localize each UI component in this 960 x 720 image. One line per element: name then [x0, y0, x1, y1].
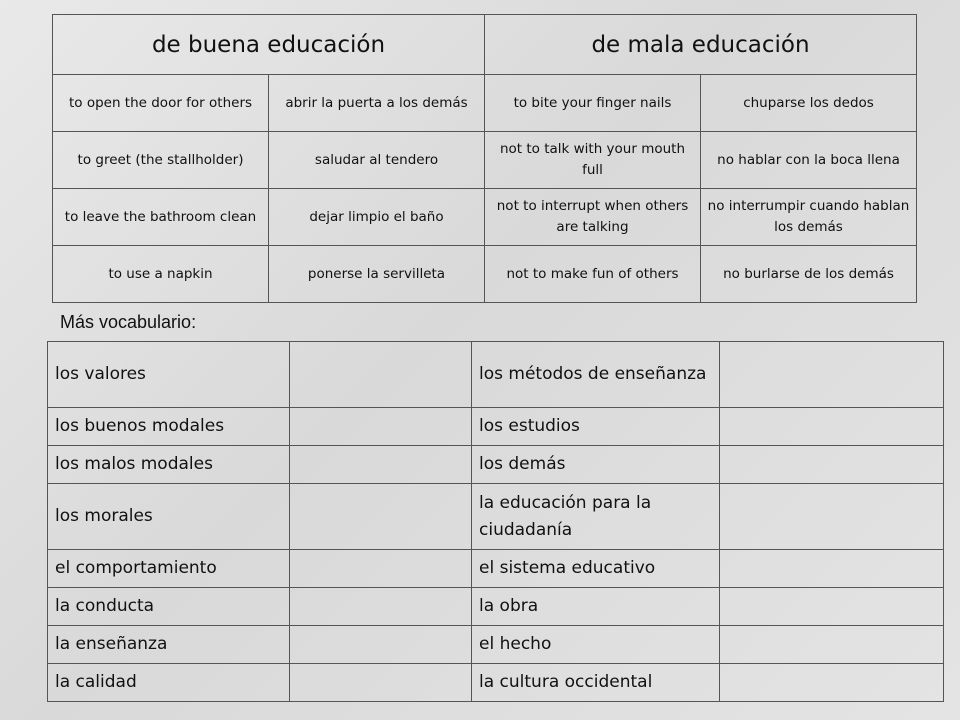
table-cell: la educación para la ciudadanía [472, 484, 720, 550]
table-cell: los malos modales [48, 446, 290, 484]
table-cell [290, 446, 472, 484]
table-row [48, 664, 944, 702]
table-cell [720, 664, 944, 702]
table-cell: to open the door for others [53, 75, 269, 132]
table-cell: la obra [472, 588, 720, 626]
bad-manners-header: de mala educación [485, 15, 917, 75]
table-cell: no burlarse de los demás [701, 246, 917, 303]
table-cell [290, 550, 472, 588]
table-cell: los demás [472, 446, 720, 484]
table-cell: to greet (the stallholder) [53, 132, 269, 189]
table-row [48, 550, 944, 588]
table-cell [720, 550, 944, 588]
manners-table [52, 14, 917, 303]
table-cell: to leave the bathroom clean [53, 189, 269, 246]
table-row [53, 132, 917, 189]
table-row [48, 446, 944, 484]
table-cell [290, 342, 472, 408]
table-row [53, 189, 917, 246]
table-cell: no interrumpir cuando hablan los demás [701, 189, 917, 246]
table-cell: not to interrupt when others are talking [485, 189, 701, 246]
table-cell: el hecho [472, 626, 720, 664]
table-cell [290, 664, 472, 702]
table-cell: chuparse los dedos [701, 75, 917, 132]
table-cell: los buenos modales [48, 408, 290, 446]
table-cell: dejar limpio el baño [269, 189, 485, 246]
table-row [53, 75, 917, 132]
table-cell: los estudios [472, 408, 720, 446]
table-cell: los valores [48, 342, 290, 408]
table-row [48, 588, 944, 626]
table-row [48, 484, 944, 550]
table-cell: to bite your finger nails [485, 75, 701, 132]
table-cell [720, 588, 944, 626]
table-cell: la enseñanza [48, 626, 290, 664]
table-row [48, 342, 944, 408]
table-cell: ponerse la servilleta [269, 246, 485, 303]
table-cell: los morales [48, 484, 290, 550]
table-cell [290, 408, 472, 446]
section-subtitle: Más vocabulario: [60, 312, 197, 332]
table-cell: no hablar con la boca llena [701, 132, 917, 189]
table-cell [290, 588, 472, 626]
table-cell: la calidad [48, 664, 290, 702]
table-cell [720, 408, 944, 446]
table-cell: saludar al tendero [269, 132, 485, 189]
table-cell [290, 626, 472, 664]
table-cell: la conducta [48, 588, 290, 626]
table-cell: el sistema educativo [472, 550, 720, 588]
table-cell [720, 484, 944, 550]
good-manners-header: de buena educación [53, 15, 485, 75]
table-cell: la cultura occidental [472, 664, 720, 702]
table-cell: abrir la puerta a los demás [269, 75, 485, 132]
vocabulary-table [47, 341, 944, 702]
table-cell [720, 626, 944, 664]
table-row [48, 626, 944, 664]
table-cell: el comportamiento [48, 550, 290, 588]
table-cell [720, 446, 944, 484]
table-cell: to use a napkin [53, 246, 269, 303]
table-row [48, 408, 944, 446]
table-cell [720, 342, 944, 408]
table-cell: not to talk with your mouth full [485, 132, 701, 189]
manners-header-row [53, 15, 917, 75]
table-cell: not to make fun of others [485, 246, 701, 303]
table-cell: los métodos de enseñanza [472, 342, 720, 408]
table-row [53, 246, 917, 303]
table-cell [290, 484, 472, 550]
